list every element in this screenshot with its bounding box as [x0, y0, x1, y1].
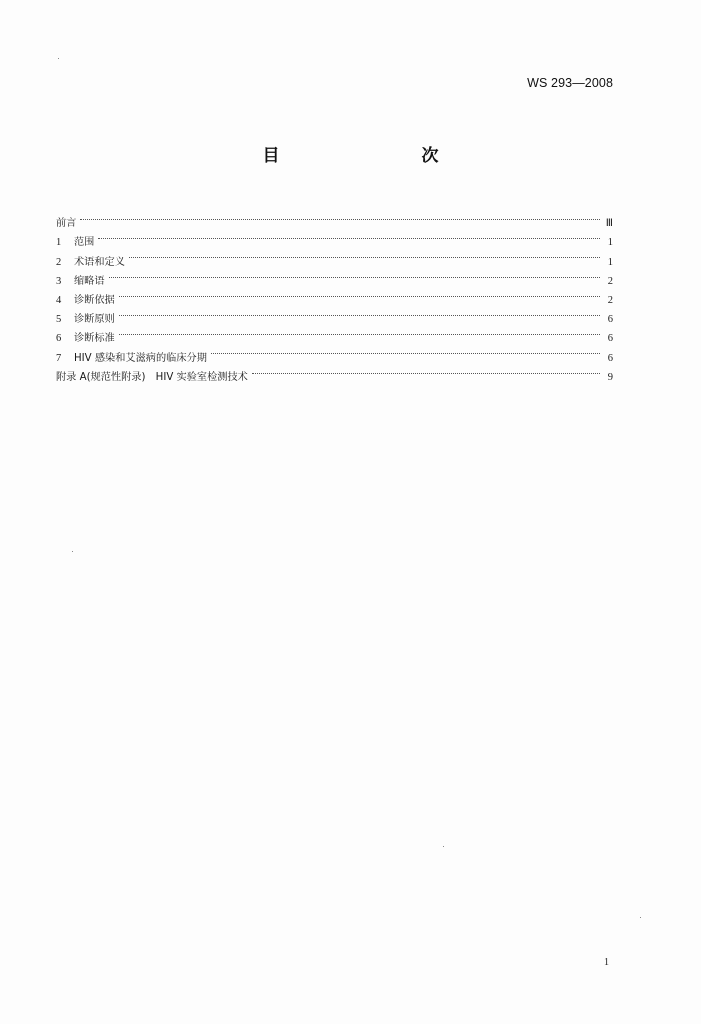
toc-entry-page: 6 [607, 314, 613, 326]
toc-entry-number: 6 [56, 333, 62, 345]
toc-entry-number: 4 [56, 294, 62, 306]
toc-entry-page: 9 [607, 371, 613, 383]
toc-entry-page: 6 [607, 352, 613, 364]
toc-entry-title: HIV 感染和艾滋病的临床分期 [74, 352, 207, 364]
toc-dot-leader [109, 265, 600, 284]
toc-entry[interactable] [56, 341, 613, 364]
toc-entry-page: Ⅲ [605, 218, 613, 230]
toc-dot-leader [98, 226, 600, 245]
toc-title: 目 次 [262, 146, 475, 166]
standard-code: WS 293—2008 [527, 76, 613, 90]
toc-entry-title: 范围 [74, 237, 95, 249]
toc-entry-title: 诊断原则 [74, 314, 115, 326]
toc-entry[interactable] [56, 265, 613, 287]
toc-entry-number: 5 [56, 314, 62, 326]
scan-speck [58, 58, 59, 59]
toc-dot-leader [80, 207, 600, 226]
toc-dot-leader [252, 361, 600, 380]
toc-entry-page: 2 [607, 275, 613, 287]
toc-entry-title: 诊断标准 [74, 333, 115, 345]
toc-entry-title: 诊断依据 [74, 294, 115, 306]
scan-speck [640, 917, 641, 918]
toc-dot-leader [211, 341, 600, 360]
scan-speck [72, 551, 73, 552]
toc-entry-number: 2 [56, 256, 62, 268]
toc-entry-page: 2 [607, 294, 613, 306]
toc-entry-title: 缩略语 [74, 275, 105, 287]
toc-entry[interactable] [56, 303, 613, 326]
toc-entry-title: 术语和定义 [74, 256, 125, 268]
table-of-contents [56, 207, 613, 383]
toc-entry[interactable] [56, 207, 613, 230]
toc-entry-title: 附录 A(规范性附录) HIV 实验室检测技术 [56, 371, 248, 383]
toc-dot-leader [119, 303, 600, 322]
toc-dot-leader [119, 322, 600, 341]
toc-entry-number: 1 [56, 237, 62, 249]
scan-speck [443, 846, 444, 847]
toc-entry[interactable] [56, 284, 613, 306]
toc-entry-number: 7 [56, 352, 62, 364]
toc-entry-page: 6 [607, 333, 613, 345]
toc-dot-leader [119, 284, 600, 303]
toc-entry[interactable] [56, 322, 613, 345]
toc-entry-title: 前言 [56, 218, 77, 230]
toc-entry-page: 1 [607, 256, 613, 268]
page-number: 1 [604, 957, 609, 968]
toc-entry[interactable] [56, 245, 613, 268]
toc-entry-page: 1 [607, 237, 613, 249]
toc-entry-number: 3 [56, 275, 62, 287]
toc-entry[interactable] [56, 226, 613, 249]
toc-dot-leader [129, 245, 600, 264]
